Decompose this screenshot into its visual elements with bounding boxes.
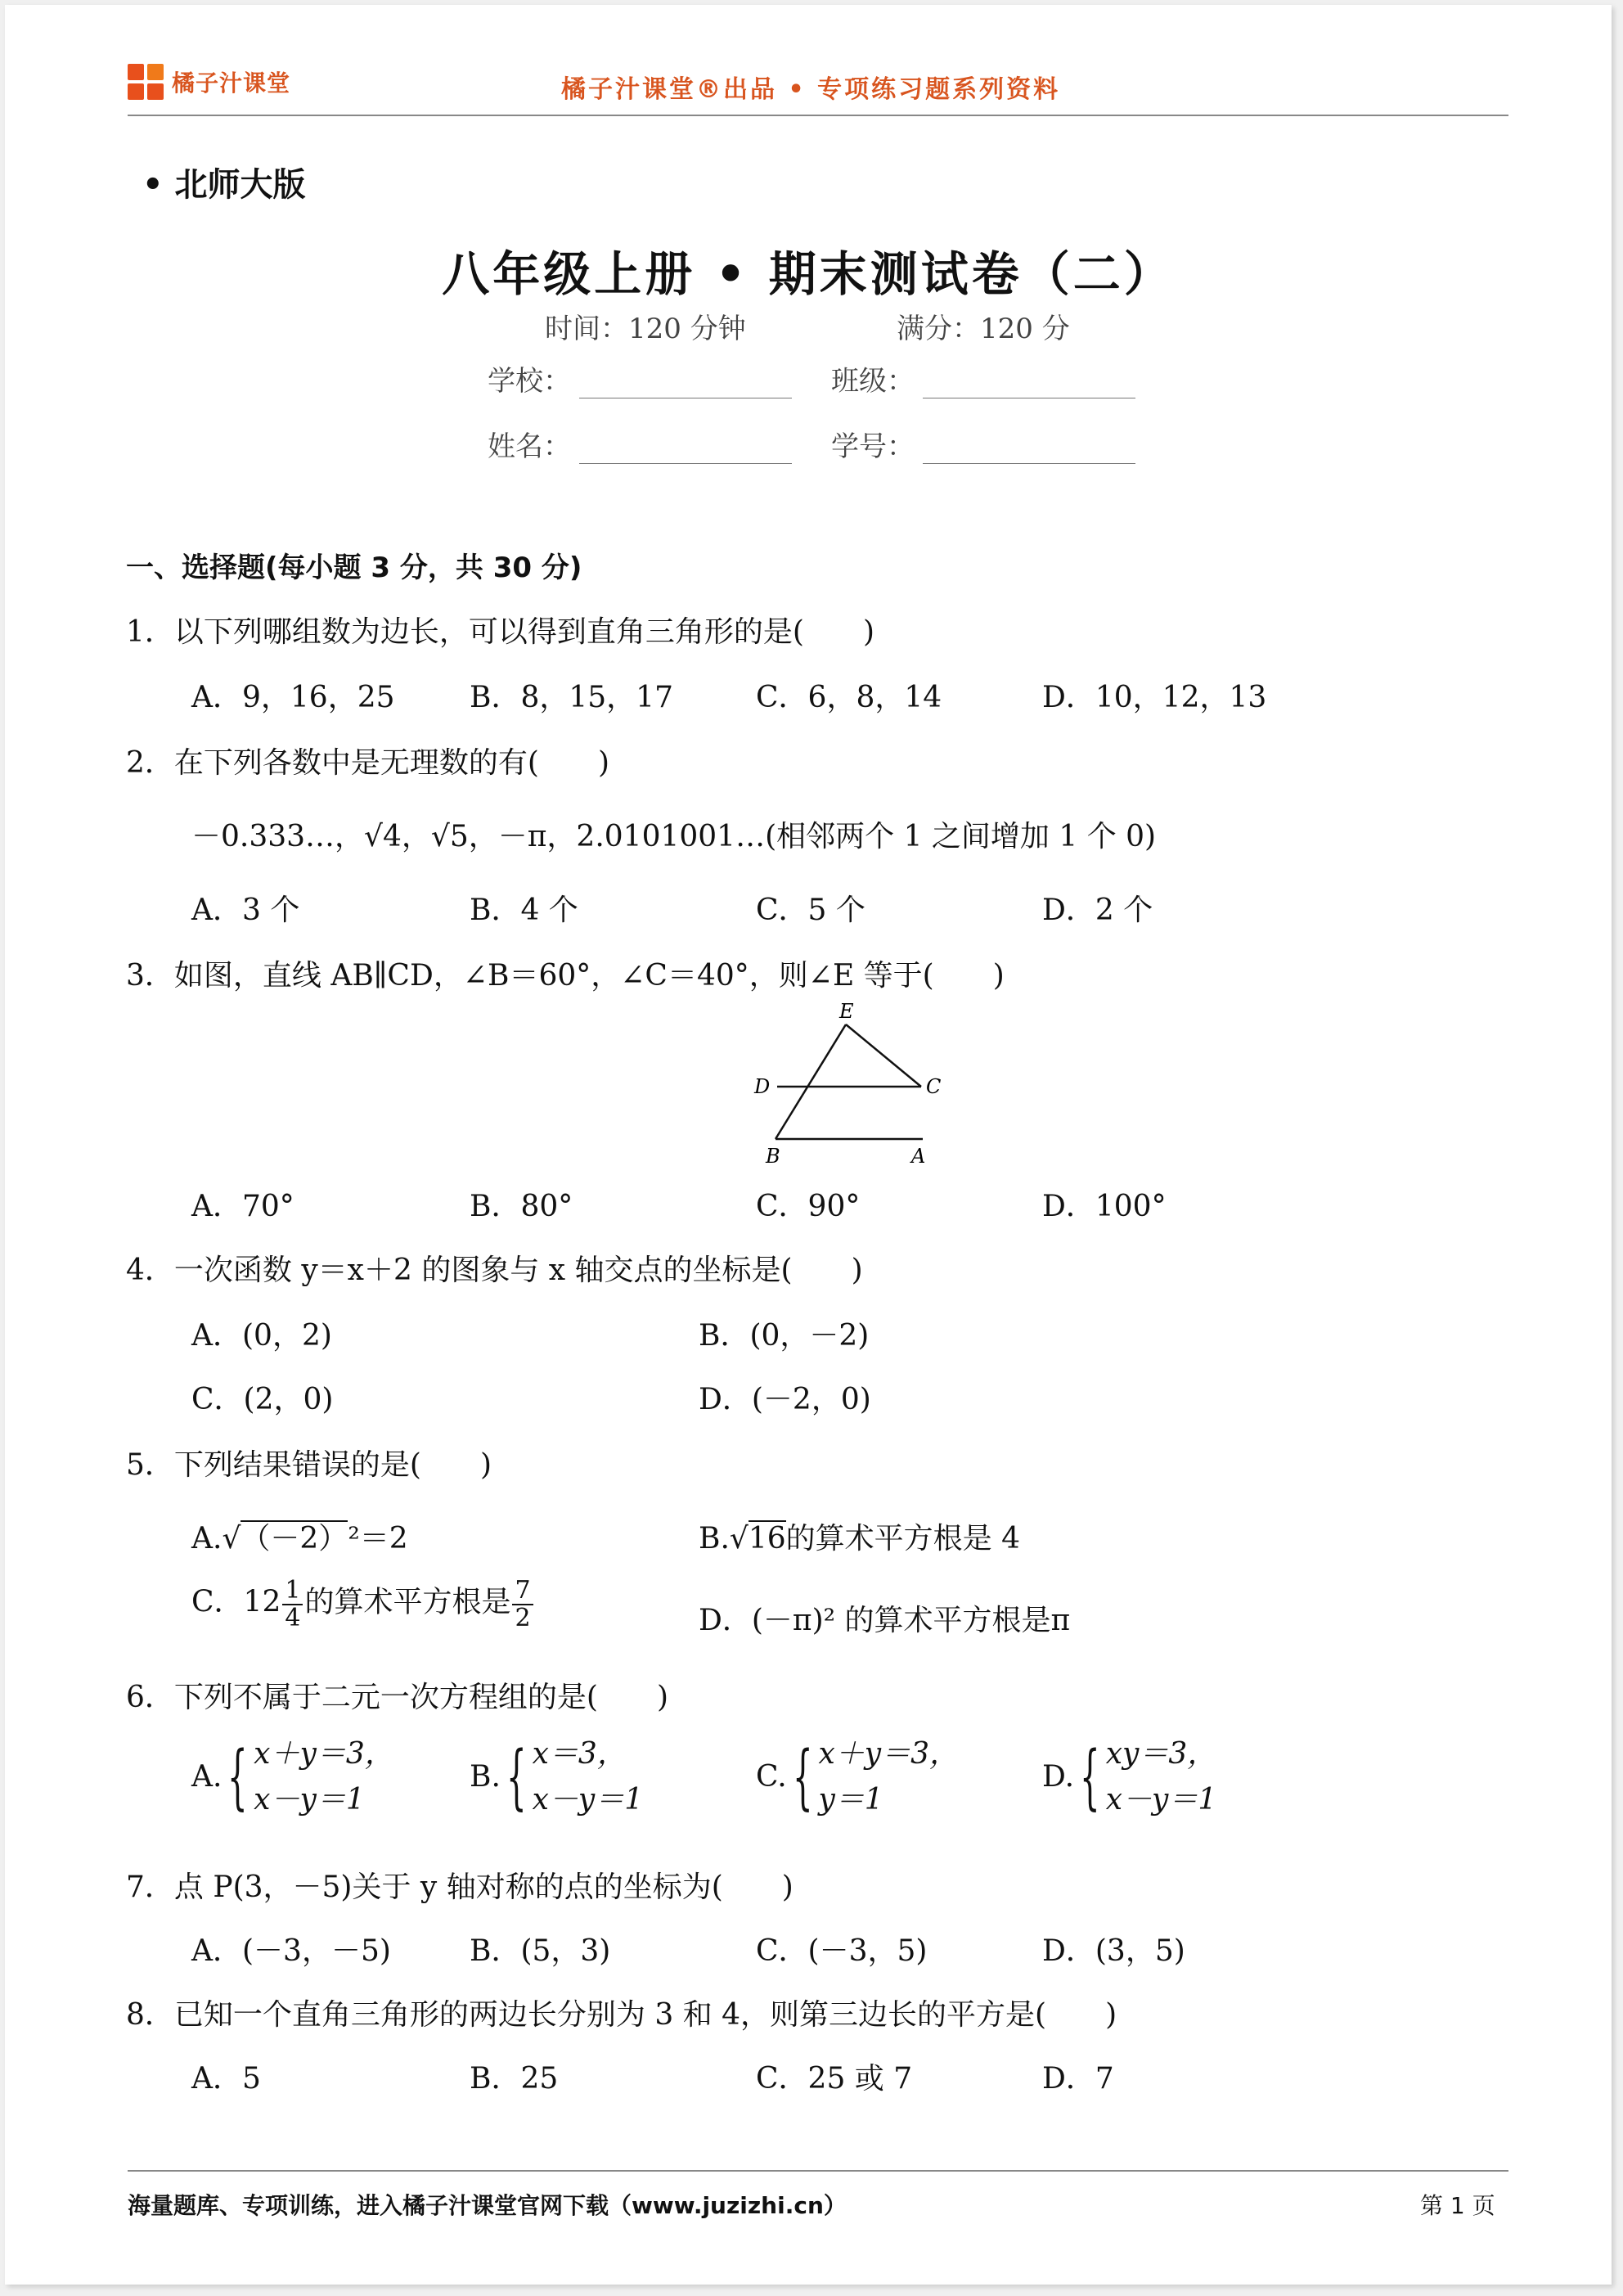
q5-a-label: A. bbox=[191, 1522, 223, 1555]
class-blank bbox=[923, 365, 1135, 398]
sqrt-sign: √ bbox=[222, 1522, 241, 1555]
q6-b-eq2: x－y＝1 bbox=[532, 1782, 644, 1817]
id-field bbox=[831, 424, 1135, 464]
line-eb bbox=[776, 1024, 846, 1139]
q6-b-eq1: x＝3， bbox=[532, 1737, 627, 1771]
name-field bbox=[488, 424, 792, 464]
school-label: 学校： bbox=[488, 365, 571, 398]
q6-d-eq2: x－y＝1 bbox=[1105, 1782, 1217, 1817]
q4-option-b: B．(0，－2) bbox=[699, 1319, 870, 1353]
q5-option-c bbox=[191, 1578, 535, 1631]
q2-option-d: D．2 个 bbox=[1042, 894, 1153, 927]
q5-b-radicand: 16 bbox=[748, 1522, 786, 1555]
q3-option-a: A．70° bbox=[191, 1190, 294, 1223]
q6-stem: 6．下列不属于二元一次方程组的是( ) bbox=[126, 1681, 668, 1714]
q1-option-b: B．8，15，17 bbox=[470, 681, 673, 714]
q4-option-a: A．(0，2) bbox=[191, 1319, 332, 1353]
q5-c-ans-denominator: 2 bbox=[515, 1603, 531, 1632]
label-a: A bbox=[911, 1145, 926, 1168]
q8-stem: 8．已知一个直角三角形的两边长分别为 3 和 4，则第三边长的平方是( ) bbox=[126, 1998, 1117, 2032]
footer-note: 海量题库、专项训练，进入橘子汁课堂官网下载（www.juzizhi.cn） bbox=[128, 2192, 847, 2219]
q6-c-eq1: x＋y＝3， bbox=[818, 1737, 959, 1771]
page-number: 第 1 页 bbox=[1420, 2192, 1495, 2219]
class-field bbox=[831, 358, 1135, 398]
class-label: 班级： bbox=[831, 365, 915, 398]
q4-option-d: D．(－2，0) bbox=[699, 1383, 871, 1416]
q6-d-eq1: xy＝3， bbox=[1105, 1737, 1217, 1771]
q1-option-d: D．10，12，13 bbox=[1042, 681, 1267, 714]
school-field bbox=[488, 358, 792, 398]
q2-stem: 2．在下列各数中是无理数的有( ) bbox=[126, 746, 609, 780]
q2-number-list: －0.333…，√4，√5，－π，2.0101001…(相邻两个 1 之间增加 1 个 0) bbox=[191, 820, 1157, 853]
school-blank bbox=[579, 365, 792, 398]
q2-option-b: B．4 个 bbox=[470, 894, 578, 927]
q6-b-label: B. bbox=[470, 1760, 501, 1794]
logo-squares-icon bbox=[128, 64, 164, 100]
q5-c-text: 的算术平方根是 bbox=[304, 1585, 511, 1619]
q7-option-b: B．(5，3) bbox=[470, 1934, 611, 1968]
page-title: 八年级上册 • 期末测试卷（二） bbox=[442, 246, 1175, 302]
q6-d-system bbox=[1106, 1731, 1217, 1823]
q5-option-a bbox=[191, 1515, 408, 1557]
q6-c-label: C. bbox=[756, 1760, 787, 1794]
q3-option-c: C．90° bbox=[756, 1190, 861, 1223]
q5-option-d: D．(－π)² 的算术平方根是π bbox=[699, 1604, 1071, 1637]
q6-d-label: D. bbox=[1042, 1760, 1075, 1794]
time-info: 时间：120 分钟 bbox=[545, 313, 746, 345]
name-blank bbox=[579, 430, 792, 464]
q7-stem: 7．点 P(3，－5)关于 y 轴对称的点的坐标为( ) bbox=[126, 1871, 794, 1904]
label-c: C bbox=[926, 1075, 942, 1098]
q2-option-a: A．3 个 bbox=[191, 894, 300, 927]
q6-c-eq2: y＝1 bbox=[818, 1782, 883, 1817]
q8-option-a: A．5 bbox=[191, 2062, 261, 2096]
q3-option-d: D．100° bbox=[1042, 1190, 1167, 1223]
q6-option-c bbox=[756, 1731, 959, 1823]
q6-option-a bbox=[191, 1731, 394, 1823]
q7-option-c: C．(－3，5) bbox=[756, 1934, 928, 1968]
q8-option-b: B．25 bbox=[470, 2062, 559, 2096]
q1-option-a: A．9，16，25 bbox=[191, 681, 395, 714]
logo-text: 橘子汁课堂 bbox=[172, 70, 291, 97]
line-ec bbox=[846, 1024, 921, 1087]
score-info: 满分：120 分 bbox=[897, 313, 1070, 345]
q5-a-result: ²＝2 bbox=[348, 1522, 408, 1555]
q6-option-b bbox=[470, 1731, 643, 1823]
q5-c-numerator: 1 bbox=[282, 1578, 303, 1605]
q4-stem: 4．一次函数 y＝x＋2 的图象与 x 轴交点的坐标是( ) bbox=[126, 1254, 863, 1287]
header-title: 橘子汁课堂®出品 • 专项练习题系列资料 bbox=[561, 75, 1061, 104]
q5-c-denominator: 4 bbox=[285, 1603, 301, 1632]
q5-a-radicand: （－2） bbox=[241, 1522, 348, 1555]
id-label: 学号： bbox=[831, 430, 915, 463]
q5-option-b bbox=[699, 1515, 1020, 1557]
q8-option-c: C．25 或 7 bbox=[756, 2062, 913, 2096]
fraction-one-quarter bbox=[282, 1578, 303, 1631]
q6-a-label: A. bbox=[191, 1760, 223, 1794]
brace-icon: { bbox=[506, 1736, 527, 1818]
q2-option-c: C．5 个 bbox=[756, 894, 865, 927]
q6-c-system bbox=[818, 1731, 959, 1823]
q3-figure bbox=[741, 997, 954, 1168]
q5-b-result: 的算术平方根是 4 bbox=[785, 1522, 1021, 1555]
header-divider bbox=[128, 115, 1508, 116]
q6-option-d bbox=[1042, 1731, 1216, 1823]
q3-stem: 3．如图，直线 AB∥CD，∠B＝60°，∠C＝40°，则∠E 等于( ) bbox=[126, 959, 1005, 993]
exam-page bbox=[5, 5, 1612, 2285]
q5-c-label: C．12 bbox=[191, 1585, 281, 1619]
brace-icon: { bbox=[1080, 1736, 1100, 1818]
label-d: D bbox=[754, 1075, 771, 1098]
q3-option-b: B．80° bbox=[470, 1190, 573, 1223]
label-b: B bbox=[766, 1145, 780, 1168]
q5-stem: 5．下列结果错误的是( ) bbox=[126, 1448, 492, 1482]
edition-label: • 北师大版 bbox=[142, 166, 306, 204]
q6-a-eq1: x＋y＝3， bbox=[254, 1737, 394, 1771]
q6-a-system bbox=[254, 1731, 394, 1823]
name-label: 姓名： bbox=[488, 430, 571, 463]
fraction-seven-halves bbox=[512, 1578, 533, 1631]
sqrt-sign: √ bbox=[729, 1522, 749, 1555]
q1-stem: 1．以下列哪组数为边长，可以得到直角三角形的是( ) bbox=[126, 615, 874, 649]
brace-icon: { bbox=[227, 1736, 249, 1818]
id-blank bbox=[923, 430, 1135, 464]
brace-icon: { bbox=[792, 1736, 813, 1818]
q7-option-a: A．(－3，－5) bbox=[191, 1934, 391, 1968]
brand-logo bbox=[128, 61, 290, 103]
q6-a-eq2: x－y＝1 bbox=[254, 1782, 365, 1817]
q6-b-system bbox=[533, 1731, 644, 1823]
q4-option-c: C．(2，0) bbox=[191, 1383, 334, 1416]
q7-option-d: D．(3，5) bbox=[1042, 1934, 1185, 1968]
section-heading: 一、选择题(每小题 3 分，共 30 分) bbox=[126, 551, 582, 584]
q5-c-ans-numerator: 7 bbox=[512, 1578, 533, 1605]
q8-option-d: D．7 bbox=[1042, 2062, 1114, 2096]
q1-option-c: C．6，8，14 bbox=[756, 681, 942, 714]
q5-b-label: B. bbox=[699, 1522, 730, 1555]
label-e: E bbox=[839, 1000, 854, 1023]
footer-divider bbox=[128, 2170, 1508, 2172]
